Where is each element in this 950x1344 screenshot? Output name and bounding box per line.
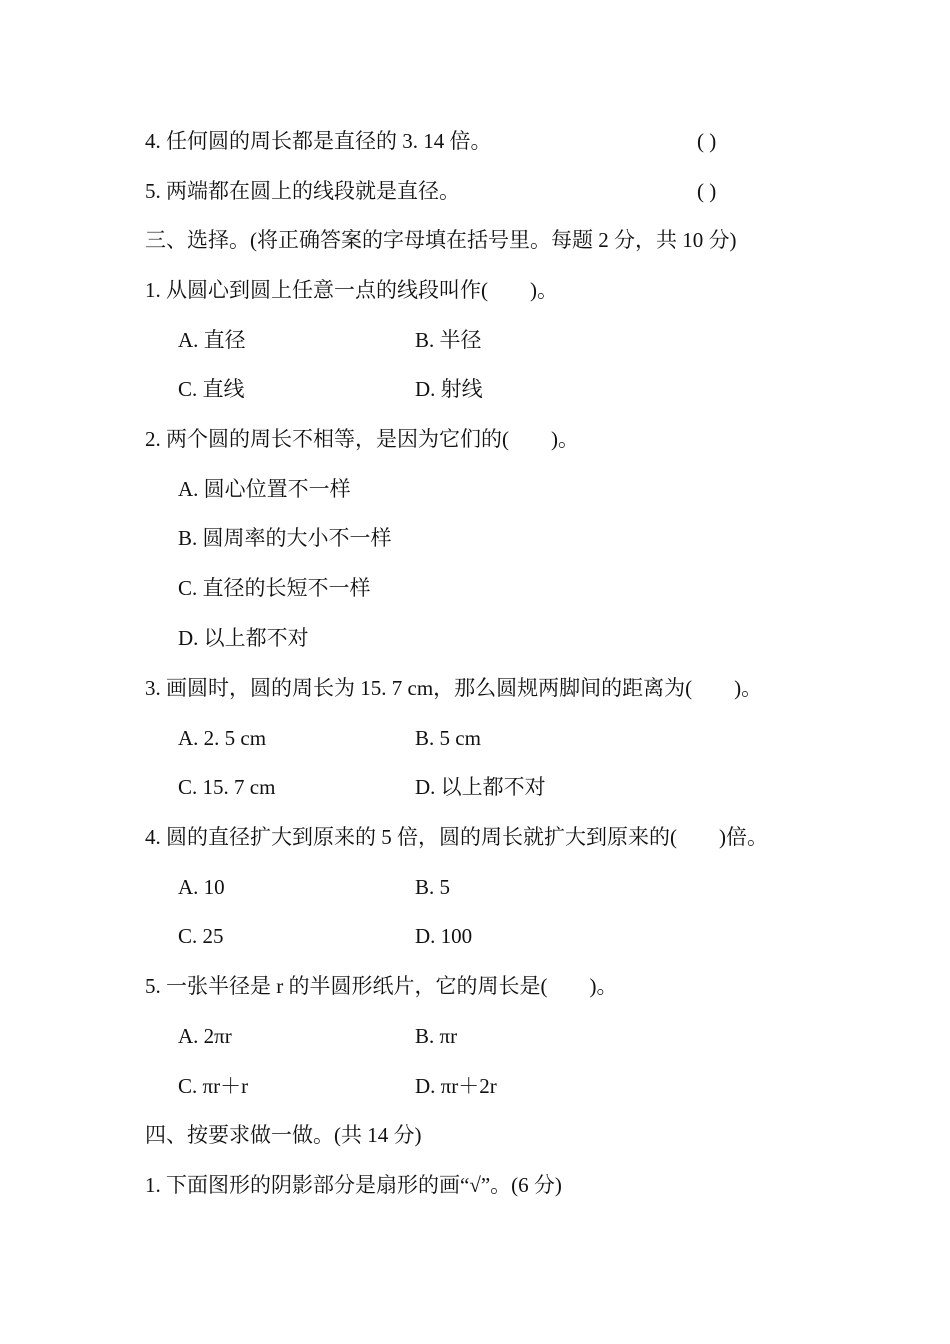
judge-item-5: 5. 两端都在圆上的线段就是直径。 bbox=[145, 179, 460, 203]
judge-item-5-answer-bracket[interactable]: ( ) bbox=[697, 179, 717, 203]
choice-q3-option-b[interactable]: B. 5 cm bbox=[415, 726, 481, 750]
choice-q4: 4. 圆的直径扩大到原来的 5 倍，圆的周长就扩大到原来的( )倍。 bbox=[145, 825, 768, 849]
judge-item-4-answer-bracket[interactable]: ( ) bbox=[697, 129, 717, 153]
choice-q5-option-b[interactable]: B. πr bbox=[415, 1024, 458, 1048]
choice-q5: 5. 一张半径是 r 的半圆形纸片，它的周长是( )。 bbox=[145, 974, 618, 998]
choice-q3-option-d[interactable]: D. 以上都不对 bbox=[415, 775, 546, 799]
choice-q1-option-c[interactable]: C. 直线 bbox=[178, 377, 245, 401]
choice-q2-option-a[interactable]: A. 圆心位置不一样 bbox=[178, 477, 351, 501]
choice-q3-option-c[interactable]: C. 15. 7 cm bbox=[178, 775, 276, 799]
choice-q1-option-a[interactable]: A. 直径 bbox=[178, 328, 246, 352]
choice-q5-option-a[interactable]: A. 2πr bbox=[178, 1024, 232, 1048]
choice-q1-option-b[interactable]: B. 半径 bbox=[415, 328, 482, 352]
choice-q5-option-c[interactable]: C. πr＋r bbox=[178, 1074, 249, 1098]
choice-q3-option-a[interactable]: A. 2. 5 cm bbox=[178, 726, 267, 750]
choice-q4-option-a[interactable]: A. 10 bbox=[178, 875, 225, 899]
choice-q4-option-d[interactable]: D. 100 bbox=[415, 924, 473, 948]
judge-item-4: 4. 任何圆的周长都是直径的 3. 14 倍。 bbox=[145, 129, 492, 153]
choice-q2-option-d[interactable]: D. 以上都不对 bbox=[178, 626, 309, 650]
choice-q3: 3. 画圆时，圆的周长为 15. 7 cm，那么圆规两脚间的距离为( )。 bbox=[145, 676, 763, 700]
choice-q1-option-d[interactable]: D. 射线 bbox=[415, 377, 483, 401]
choice-q1: 1. 从圆心到圆上任意一点的线段叫作( )。 bbox=[145, 278, 558, 302]
section3-title: 三、选择。(将正确答案的字母填在括号里。每题 2 分，共 10 分) bbox=[145, 228, 737, 252]
choice-q2: 2. 两个圆的周长不相等，是因为它们的( )。 bbox=[145, 427, 579, 451]
choice-q4-option-b[interactable]: B. 5 bbox=[415, 875, 451, 899]
choice-q2-option-c[interactable]: C. 直径的长短不一样 bbox=[178, 576, 371, 600]
section4-title: 四、按要求做一做。(共 14 分) bbox=[145, 1123, 422, 1147]
choice-q5-option-d[interactable]: D. πr＋2r bbox=[415, 1074, 497, 1098]
choice-q2-option-b[interactable]: B. 圆周率的大小不一样 bbox=[178, 526, 392, 550]
choice-q4-option-c[interactable]: C. 25 bbox=[178, 924, 224, 948]
section4-q1: 1. 下面图形的阴影部分是扇形的画“√”。(6 分) bbox=[145, 1173, 562, 1197]
